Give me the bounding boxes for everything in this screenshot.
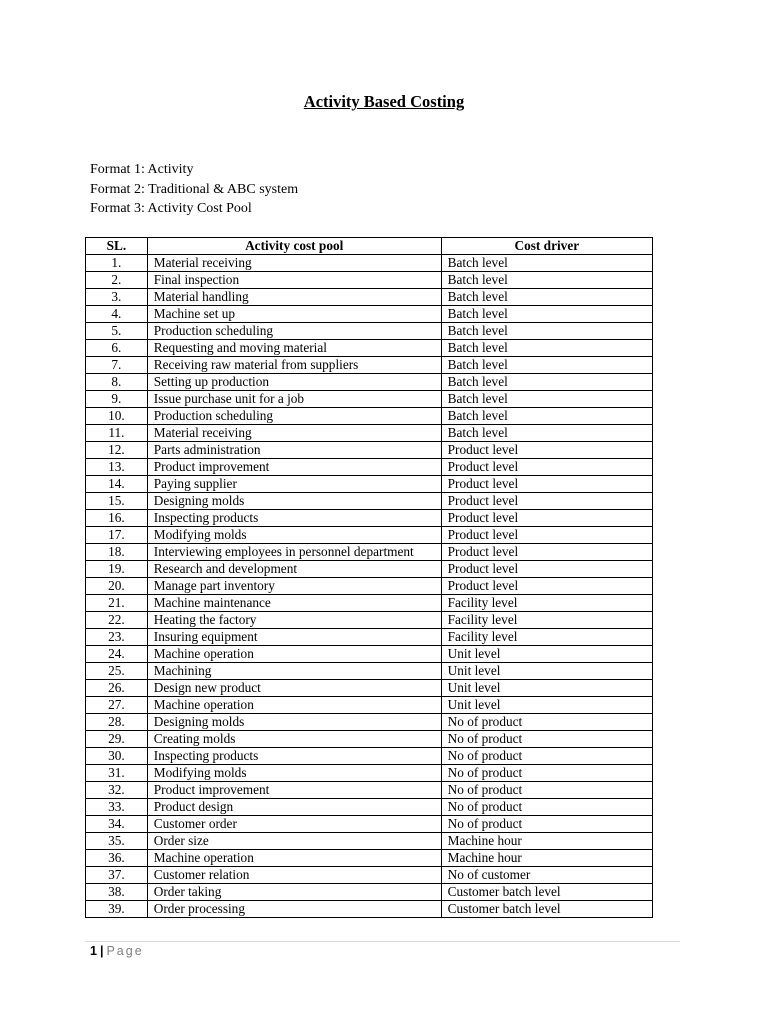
footer-separator: | [99,944,104,958]
cell-cost-driver: No of product [441,748,652,765]
table-row [86,442,653,459]
format-item: Format 2: Traditional & ABC system [90,181,299,197]
cell-cost-driver: No of product [441,816,652,833]
cell-cost-driver: Batch level [441,340,652,357]
cell-sl: 10. [86,408,148,425]
table-row [86,884,653,901]
cell-sl: 16. [86,510,148,527]
table-row [86,697,653,714]
cell-sl: 1. [86,255,148,272]
cell-cost-driver: Batch level [441,306,652,323]
cell-activity: Customer order [147,816,441,833]
cell-activity: Research and development [147,561,441,578]
cell-sl: 14. [86,476,148,493]
cell-sl: 2. [86,272,148,289]
cell-sl: 28. [86,714,148,731]
cell-sl: 17. [86,527,148,544]
cell-activity: Design new product [147,680,441,697]
cell-sl: 31. [86,765,148,782]
cell-cost-driver: Batch level [441,408,652,425]
table-row [86,629,653,646]
format-item: Format 3: Activity Cost Pool [90,201,252,216]
header-activity-cost-pool: Activity cost pool [147,238,441,255]
cell-cost-driver: Batch level [441,289,652,306]
cell-activity: Product improvement [147,782,441,799]
cell-cost-driver: Unit level [441,697,652,714]
cell-sl: 11. [86,425,148,442]
cell-activity: Production scheduling [147,408,441,425]
cell-cost-driver: Product level [441,561,652,578]
cell-cost-driver: No of product [441,782,652,799]
cell-cost-driver: No of product [441,799,652,816]
cell-activity: Machine operation [147,850,441,867]
table-row [86,289,653,306]
cell-cost-driver: Facility level [441,629,652,646]
cell-sl: 3. [86,289,148,306]
cell-sl: 19. [86,561,148,578]
table-row [86,544,653,561]
cell-activity: Machine set up [147,306,441,323]
cell-cost-driver: Product level [441,493,652,510]
cell-activity: Designing molds [147,493,441,510]
cell-cost-driver: Facility level [441,612,652,629]
table-row [86,578,653,595]
cell-activity: Inspecting products [147,510,441,527]
table-row [86,561,653,578]
cell-sl: 33. [86,799,148,816]
page-title: Activity Based Costing [303,92,465,111]
cell-activity: Order processing [147,901,441,918]
cell-activity: Machine operation [147,646,441,663]
cell-cost-driver: Product level [441,476,652,493]
table-row [86,748,653,765]
table-row [86,476,653,493]
table-row [86,340,653,357]
page-label: Page [106,944,144,958]
cell-activity: Setting up production [147,374,441,391]
table-row [86,510,653,527]
table-row [86,850,653,867]
cell-cost-driver: Customer batch level [441,884,652,901]
cell-sl: 39. [86,901,148,918]
cell-cost-driver: Machine hour [441,833,652,850]
cell-sl: 22. [86,612,148,629]
table-body [86,255,653,918]
header-sl: SL. [86,238,148,255]
table-row [86,374,653,391]
cell-activity: Requesting and moving material [147,340,441,357]
cell-activity: Interviewing employees in personnel department [147,544,441,561]
cell-sl: 36. [86,850,148,867]
header-cost-driver: Cost driver [441,238,652,255]
cell-cost-driver: No of product [441,731,652,748]
cell-cost-driver: Machine hour [441,850,652,867]
cell-activity: Inspecting products [147,748,441,765]
table-row [86,595,653,612]
format-list [90,160,298,219]
cell-sl: 37. [86,867,148,884]
cell-sl: 7. [86,357,148,374]
cell-sl: 8. [86,374,148,391]
table-row [86,255,653,272]
page-number: 1 [90,944,97,958]
cell-sl: 26. [86,680,148,697]
cell-cost-driver: Product level [441,544,652,561]
cell-activity: Machine operation [147,697,441,714]
cell-sl: 32. [86,782,148,799]
cell-sl: 21. [86,595,148,612]
cell-sl: 9. [86,391,148,408]
table-row [86,901,653,918]
cell-sl: 15. [86,493,148,510]
table-row [86,663,653,680]
cell-sl: 12. [86,442,148,459]
cell-activity: Issue purchase unit for a job [147,391,441,408]
cell-cost-driver: Batch level [441,391,652,408]
cell-sl: 29. [86,731,148,748]
table-row [86,272,653,289]
table-row [86,833,653,850]
cell-activity: Order taking [147,884,441,901]
table-row [86,799,653,816]
cell-cost-driver: Customer batch level [441,901,652,918]
cell-activity: Creating molds [147,731,441,748]
cell-cost-driver: Product level [441,527,652,544]
footer-divider [85,941,680,942]
cell-activity: Heating the factory [147,612,441,629]
cell-cost-driver: Unit level [441,663,652,680]
cell-cost-driver: Product level [441,442,652,459]
cell-sl: 20. [86,578,148,595]
cell-activity: Machine maintenance [147,595,441,612]
cell-cost-driver: Batch level [441,374,652,391]
cell-cost-driver: Batch level [441,272,652,289]
cell-sl: 5. [86,323,148,340]
cell-activity: Material receiving [147,255,441,272]
table-row [86,612,653,629]
table-row [86,527,653,544]
cell-sl: 27. [86,697,148,714]
table-row [86,493,653,510]
table-header-row [86,238,653,255]
table-row [86,731,653,748]
cell-activity: Order size [147,833,441,850]
cell-activity: Material handling [147,289,441,306]
table-row [86,680,653,697]
cell-cost-driver: No of product [441,765,652,782]
page-footer [90,944,144,958]
cell-cost-driver: Unit level [441,680,652,697]
format-item: Format 1: Activity [90,162,194,177]
table-row [86,782,653,799]
cell-activity: Material receiving [147,425,441,442]
table-row [86,323,653,340]
cell-activity: Modifying molds [147,527,441,544]
cell-sl: 35. [86,833,148,850]
table-row [86,391,653,408]
cell-activity: Product improvement [147,459,441,476]
cell-cost-driver: Product level [441,510,652,527]
cell-sl: 25. [86,663,148,680]
cell-cost-driver: Product level [441,459,652,476]
cell-activity: Designing molds [147,714,441,731]
cell-cost-driver: Batch level [441,255,652,272]
cell-activity: Insuring equipment [147,629,441,646]
cell-sl: 6. [86,340,148,357]
table-row [86,459,653,476]
table-row [86,646,653,663]
cell-sl: 4. [86,306,148,323]
table-row [86,408,653,425]
cell-sl: 38. [86,884,148,901]
table-row [86,714,653,731]
cell-cost-driver: Product level [441,578,652,595]
cell-sl: 13. [86,459,148,476]
cell-cost-driver: Batch level [441,425,652,442]
cell-sl: 18. [86,544,148,561]
cell-activity: Manage part inventory [147,578,441,595]
cell-activity: Parts administration [147,442,441,459]
cell-sl: 23. [86,629,148,646]
cell-activity: Product design [147,799,441,816]
cell-cost-driver: No of product [441,714,652,731]
cell-sl: 34. [86,816,148,833]
cell-activity: Production scheduling [147,323,441,340]
table-row [86,816,653,833]
cell-cost-driver: No of customer [441,867,652,884]
cell-activity: Receiving raw material from suppliers [147,357,441,374]
cell-activity: Customer relation [147,867,441,884]
table-row [86,867,653,884]
cell-activity: Paying supplier [147,476,441,493]
table-row [86,357,653,374]
cell-activity: Machining [147,663,441,680]
cell-cost-driver: Facility level [441,595,652,612]
activity-cost-pool-table [85,237,653,918]
cell-sl: 30. [86,748,148,765]
cell-activity: Modifying molds [147,765,441,782]
table-row [86,306,653,323]
cell-cost-driver: Unit level [441,646,652,663]
cell-sl: 24. [86,646,148,663]
cell-cost-driver: Batch level [441,357,652,374]
table-row [86,425,653,442]
cell-cost-driver: Batch level [441,323,652,340]
cell-activity: Final inspection [147,272,441,289]
table-row [86,765,653,782]
